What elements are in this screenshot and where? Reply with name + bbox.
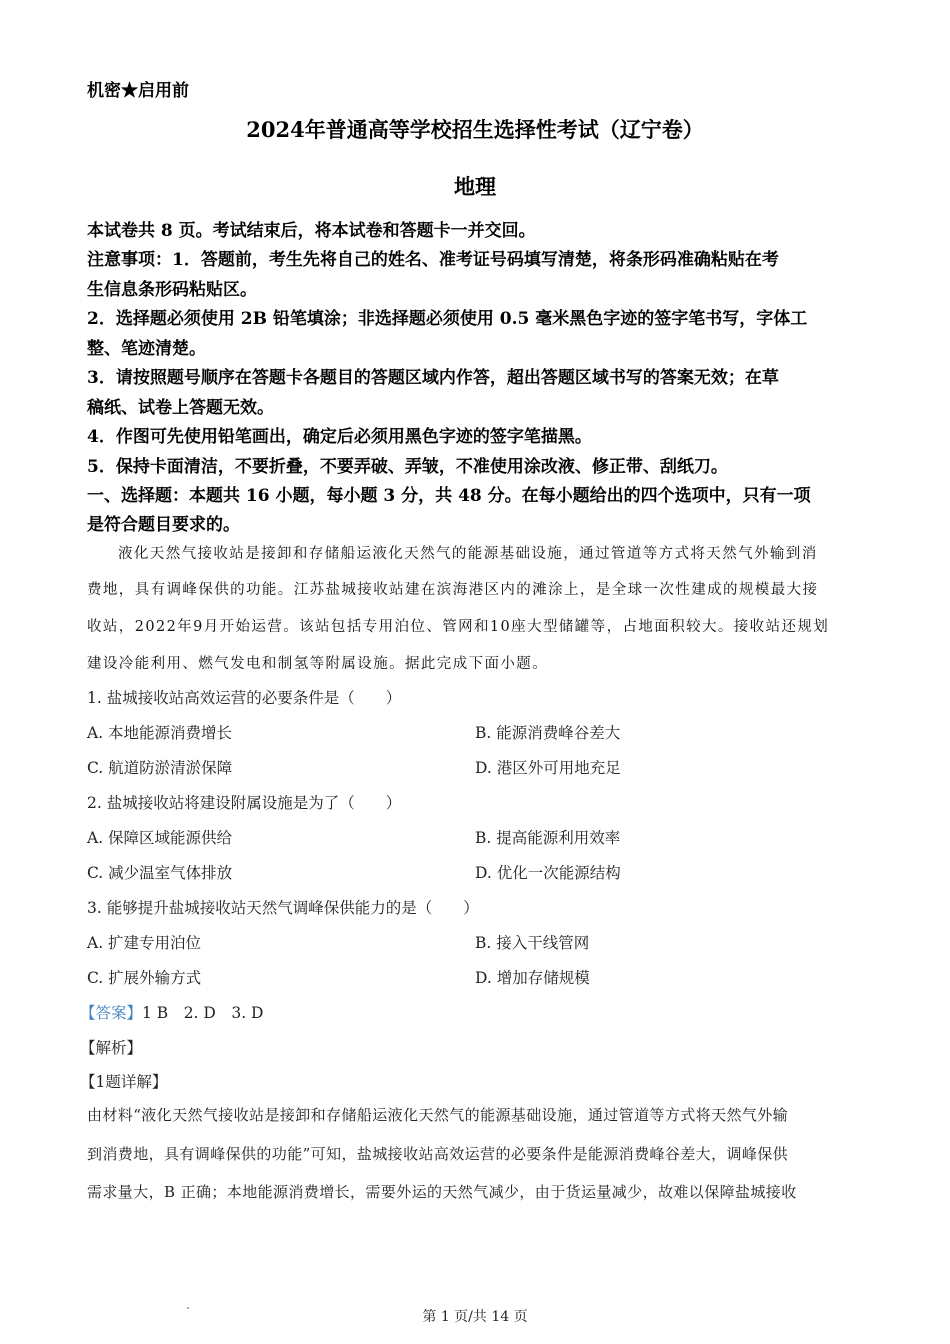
secret-mark: 机密★启用前 bbox=[87, 81, 189, 101]
notice-line: 5．保持卡面清洁，不要折叠，不要弄破、弄皱，不准使用涂改液、修正带、刮纸刀。 bbox=[87, 457, 728, 477]
passage-line: 液化天然气接收站是接卸和存储船运液化天然气的能源基础设施，通过管道等方式将天然气外输到消 bbox=[118, 546, 818, 562]
question-option: D. 增加存储规模 bbox=[475, 969, 590, 987]
question-option: C. 扩展外输方式 bbox=[87, 969, 202, 987]
question-option: D. 港区外可用地充足 bbox=[475, 759, 621, 777]
notice-line: 2．选择题必须使用 2B 铅笔填涂；非选择题必须使用 0.5 毫米黑色字迹的签字笔书写，字体工 bbox=[87, 309, 808, 329]
exam-title: 2024年普通高等学校招生选择性考试（辽宁卷） bbox=[246, 117, 704, 142]
passage-line: 建设冷能利用、燃气发电和制氢等附属设施。据此完成下面小题。 bbox=[87, 656, 549, 672]
detail-line: 由材料“液化天然气接收站是接卸和存储船运液化天然气的能源基础设施，通过管道等方式将天然气外输 bbox=[87, 1106, 789, 1124]
question-stem: 1. 盐城接收站高效运营的必要条件是（ ） bbox=[87, 689, 402, 707]
question-option: C. 航道防淤清淤保障 bbox=[87, 759, 233, 777]
question-stem: 2. 盐城接收站将建设附属设施是为了（ ） bbox=[87, 794, 402, 812]
question-option: D. 优化一次能源结构 bbox=[475, 864, 621, 882]
detail-line: 需求量大，B 正确；本地能源消费增长，需要外运的天然气减少，由于货运量减少，故难以保障盐城接收 bbox=[87, 1183, 797, 1201]
page-footer: 第 1 页/共 14 页 bbox=[422, 1309, 528, 1325]
answer-line bbox=[80, 1001, 263, 1023]
section-heading: 一、选择题：本题共 16 小题，每小题 3 分，共 48 分。在每小题给出的四个选项中，只有一项 bbox=[87, 486, 811, 506]
section-heading: 是符合题目要求的。 bbox=[87, 515, 240, 535]
question-option: A. 扩建专用泊位 bbox=[87, 934, 202, 952]
notice-line: 整、笔迹清楚。 bbox=[87, 339, 206, 359]
question-option: C. 减少温室气体排放 bbox=[87, 864, 233, 882]
question-option: B. 接入干线管网 bbox=[475, 934, 590, 952]
question-stem: 3. 能够提升盐城接收站天然气调峰保供能力的是（ ） bbox=[87, 899, 479, 917]
question-option: A. 本地能源消费增长 bbox=[87, 724, 233, 742]
answer-label: 【答案】 bbox=[80, 1004, 143, 1022]
detail-heading: 【1题详解】 bbox=[80, 1073, 168, 1091]
notice-line: 3．请按照题号顺序在答题卡各题目的答题区域内作答，超出答题区域书写的答案无效；在草 bbox=[87, 368, 779, 388]
detail-line: 到消费地，具有调峰保供的功能”可知，盐城接收站高效运营的必要条件是能源消费峰谷差大，调峰保供 bbox=[87, 1145, 789, 1163]
question-option: B. 能源消费峰谷差大 bbox=[475, 724, 621, 742]
answer-values: 1 B 2. D 3. D bbox=[142, 1004, 264, 1022]
question-option: A. 保障区域能源供给 bbox=[87, 829, 233, 847]
subject-title: 地理 bbox=[454, 174, 496, 199]
notice-line: 4．作图可先使用铅笔画出，确定后必须用黑色字迹的签字笔描黑。 bbox=[87, 427, 592, 447]
notice-line: 注意事项：1．答题前，考生先将自己的姓名、准考证号码填写清楚，将条形码准确粘贴在考 bbox=[87, 250, 779, 270]
question-option: B. 提高能源利用效率 bbox=[475, 829, 621, 847]
passage-line: 费地，具有调峰保供的功能。江苏盐城接收站建在滨海港区内的滩涂上，是全球一次性建成的规模最大接 bbox=[87, 582, 819, 598]
notice-line: 本试卷共 8 页。考试结束后，将本试卷和答题卡一并交回。 bbox=[87, 221, 536, 241]
notice-line: 生信息条形码粘贴区。 bbox=[87, 280, 257, 300]
analysis-label: 【解析】 bbox=[80, 1039, 143, 1057]
passage-line: 收站，2022年9月开始运营。该站包括专用泊位、管网和10座大型储罐等，占地面积较大。接收站还规划 bbox=[87, 619, 830, 635]
notice-line: 稿纸、试卷上答题无效。 bbox=[87, 398, 274, 418]
